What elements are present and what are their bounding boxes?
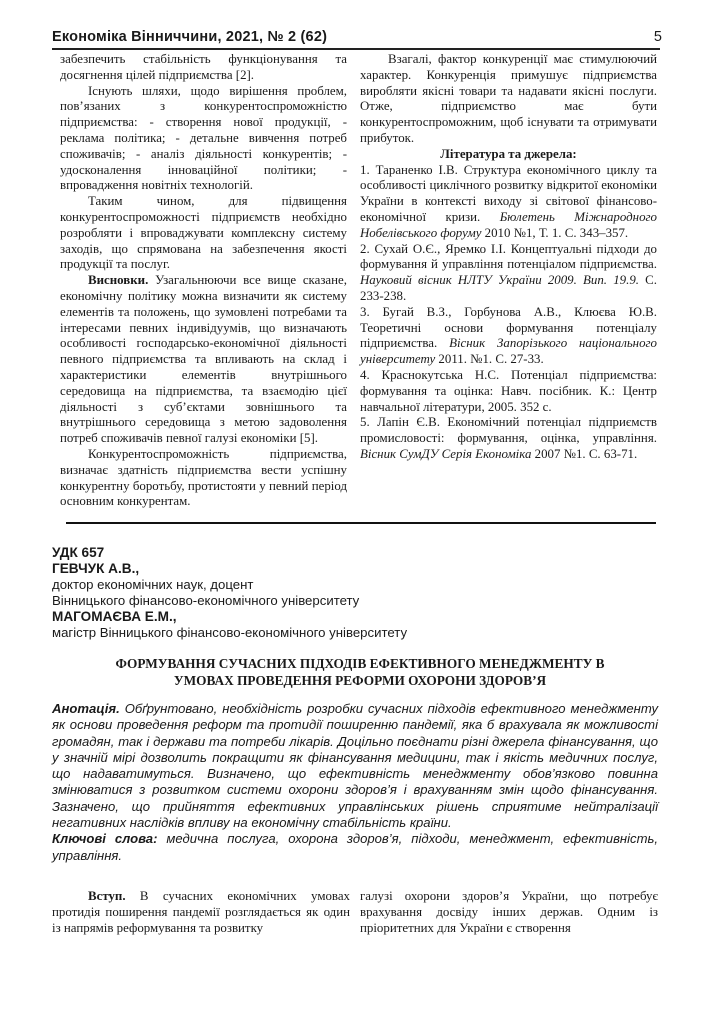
intro-label: Вступ.: [88, 889, 126, 903]
right-column: [360, 52, 657, 463]
intro-paragraph: [52, 888, 350, 936]
author-2-name: МАГОМАЄВА Е.М.,: [52, 609, 177, 624]
keywords: [52, 831, 658, 864]
article-title: [60, 656, 660, 689]
authors-block: [52, 545, 652, 641]
header-rule: [52, 48, 660, 50]
intro-text-left: В сучасних економічних умовах протидія поширення пандемії розглядається як один із напрямів реформування та розвитку: [52, 889, 350, 935]
intro-right-column: [360, 888, 658, 936]
left-paragraph-5: Конкурентоспроможність підприємства, визначає здатність підприємства вести успішну конкурентну боротьбу, протистояти у певний період основним конкурентам.: [60, 446, 347, 509]
page-number: 5: [653, 29, 662, 45]
keywords-text: медична послуга, охорона здоров’я, підходи, менеджмент, ефективність, управління.: [52, 831, 658, 863]
journal-title: Економіка Вінниччини, 2021, № 2 (62): [52, 29, 328, 45]
reference-item: 5. Лапін Є.В. Економічний потенціал підприємств промисловості: формування, оцінка, управління. Вісник СумДУ Серія Економіка 2007 №1. С. 63-71.: [360, 415, 657, 461]
udk-code: УДК 657: [52, 545, 105, 560]
left-paragraph-2: Існують шляхи, щодо вирішення проблем, пов’язаних з конкурентоспроможністю підприємства: - створення нової продукції, - реклама політика; - детальне вивчення потреб споживачів; - аналіз діяльності конкурентів; - удосконалення інноваційної політики; - впровадження новітніх технологій.: [60, 83, 347, 193]
reference-item: 2. Сухай О.Є., Яремко І.І. Концептуальні підходи до формування й управління потенціалом підприємства. Науковий вісник НЛТУ України 2009. Вип. 19.9. С. 233-238.: [360, 241, 658, 303]
conclusions-label: Висновки.: [88, 273, 149, 288]
reference-item: 3. Бугай В.З., Горбунова А.В., Клюєва Ю.В. Теоретичні основи формування потенціалу підприємства. Вісник Запорізького національного університету 2011. №1. С. 27-33.: [360, 304, 657, 367]
abstract-label: Анотація.: [52, 701, 120, 716]
abstract: [52, 701, 658, 831]
reference-item: 1. Тараненко І.В. Структура економічного циклу та особливості циклічного розвитку відкритої економіки України в контексті виходу зі світової фінансово-економічної кризи. Бюлетень Міжнародного Нобелівського форуму 2010 №1, Т. 1. С. 343–357.: [360, 162, 657, 240]
abstract-block: [52, 701, 658, 864]
references-title: Література та джерела:: [440, 146, 577, 161]
right-paragraph-1: Взагалі, фактор конкуренції має стимулюючий характер. Конкуренція примушує підприємства виробляти якісні товари та надавати якісні послуги. Отже, підприємство має бути конкурентоспроможним, щоб існувати та отримувати прибуток.: [360, 52, 657, 145]
left-paragraph-conclusions: [60, 273, 347, 447]
keywords-label: Ключові слова:: [52, 831, 158, 847]
left-paragraph-1: забезпечить стабільність функціонування та досягнення цілей підприємства [2].: [60, 52, 347, 82]
left-paragraph-3: Таким чином, для підвищення конкурентоспроможності підприємств необхідно розробляти і впроваджувати комплексну систему заходів, що спрямована на забезпечення якості продукції та послуг.: [60, 194, 347, 272]
article-title-line-2: УМОВАХ ПРОВЕДЕННЯ РЕФОРМИ ОХОРОНИ ЗДОРОВ’Я: [173, 672, 547, 688]
author-2-affiliation: магістр Вінницького фінансово-економічного університету: [52, 625, 408, 640]
author-1-affiliation: Вінницького фінансово-економічного університету: [52, 593, 360, 608]
abstract-text: Обґрунтовано, необхідність розробки сучасних підходів ефективного менеджменту як основи проведення реформ та протидії поширенню пандемії, яка б врахувала як можливості громадян, так і держави та потреби лікарів. Доцільно поєднати різні джерела фінансування, що у значній мірі дозволить покращити як фінансування медицини, так і якість медичних послуг, що надаватимуться. Визначено, що ефективність менеджменту обов’язково повинна змінюватися з розвитком системи охорони здоров’я і врахуванням змін щодо фінансування. Зазначено, що прийняття ефективних управлінських рішень сприятиме нейтралізації негативних наслідків впливу на економічну стабільність країни.: [52, 701, 658, 831]
author-1-degree: доктор економічних наук, доцент: [52, 577, 254, 592]
left-column: [60, 52, 347, 510]
article-title-line-1: ФОРМУВАННЯ СУЧАСНИХ ПІДХОДІВ ЕФЕКТИВНОГО МЕНЕДЖМЕНТУ В: [115, 656, 605, 671]
intro-left-column: [52, 888, 350, 936]
reference-item: 4. Краснокутська Н.С. Потенціал підприємства: формування та оцінка: Навч. посібник. К.: Центр навчальної літератури, 2005. 352 с.: [360, 367, 657, 414]
intro-text-right: галузі охорони здоров’я України, що потребує врахування досвіду інших держав. Одним із пріоритетних для України є створення: [360, 889, 658, 935]
article-divider: [66, 522, 656, 524]
conclusions-text: Узагальнюючи все вище сказане, економічну політику можна визначити як систему елементів та положень, що зумовлені потребами та інтересами певних індивідуумів, що визначають особливості господарсько-економічної діяльності певного підприємства та впливають на склад і характеристики елементів внутрішнього середовища на підприємства, та взаємодію цієї діяльності з суб’єктами зовнішнього та внутрішнього середовища з метою задоволення потреб споживачів певної галузі економіки [5].: [60, 273, 347, 446]
author-1-name: ГЕВЧУК А.В.,: [52, 561, 140, 576]
